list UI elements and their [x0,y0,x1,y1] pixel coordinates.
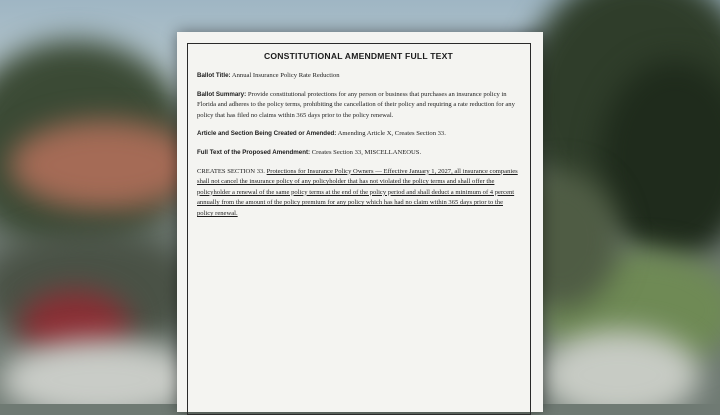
section-body-lead: CREATES SECTION 33. [197,167,265,175]
ballot-title-paragraph [197,71,520,82]
full-text-label: Full Text of the Proposed Amendment: [197,148,311,156]
document-border [187,43,531,415]
article-section-label: Article and Section Being Created or Amended: [197,130,337,138]
ballot-summary-label: Ballot Summary: [197,90,247,98]
document-page [177,32,543,412]
document-title: CONSTITUTIONAL AMENDMENT FULL TEXT [263,51,453,61]
section-body-paragraph [197,167,520,220]
house-roof [10,120,200,210]
article-section-text: Amending Article X, Creates Section 33. [337,130,446,138]
ballot-summary-text: Provide constitutional protections for any person or business that purchases an insurance policy in Florida and adheres to the policy terms, prohibiting the cancellation of their policy and requiring a rate reduction for any policy that has filed no claims within 365 days prior to the policy renewal. [197,90,515,119]
full-text-text: Creates Section 33, MISCELLANEOUS. [311,148,422,156]
full-text-paragraph [197,148,520,159]
ballot-title-label: Ballot Title: [197,72,231,79]
driveway-left [0,340,200,404]
ballot-summary-paragraph [197,90,520,122]
article-section-paragraph [197,129,520,140]
ballot-title-text: Annual Insurance Policy Rate Reduction [231,72,340,79]
section-body-underlined: Protections for Insurance Policy Owners — Effective January 1, 2027, all insurance companies shall not cancel the insurance policy of any policyholder that has not violated the policy terms and shall offer the policyholder a renewal of the same policy terms at the end of the policy period and shall deduct a minimum of 4 percent annually from the amount of the policy premium for any policy which has had no claim within 365 days prior to the policy renewal. [197,167,518,217]
